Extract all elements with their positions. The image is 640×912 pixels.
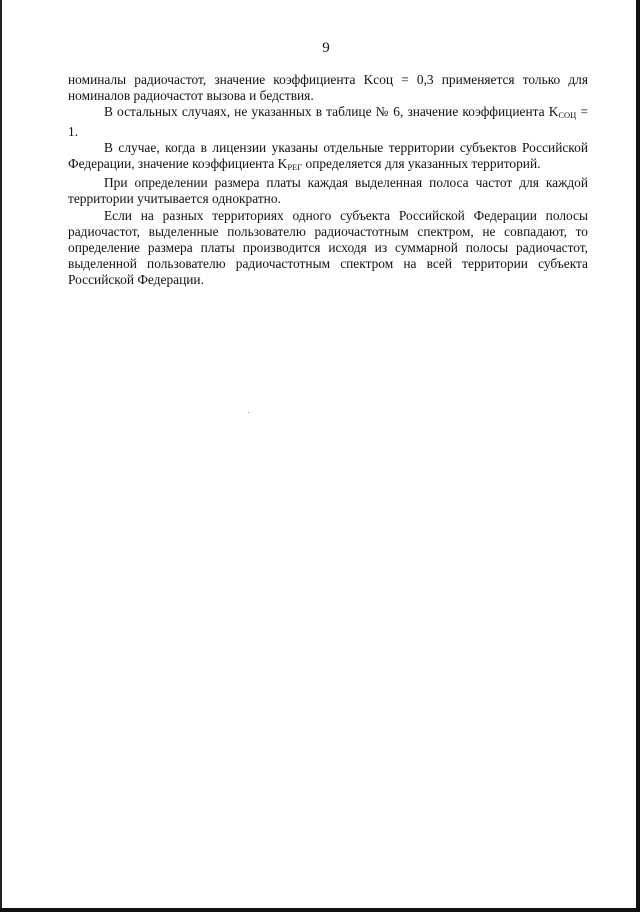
paragraph-text: Если на разных территориях одного субъекта Российской Федерации полосы радиочастот, выделенные пользователю радиочастотным спектром, не совпадают, то определение размера платы производится исходя из суммарной полосы радиочастот, выделенной пользователю радиочастотным спектром на всей территории субъекта Российской Федерации. [68, 207, 588, 288]
scan-bottom-edge [0, 908, 640, 912]
paragraph-text: номиналы радиочастот, значение коэффициента Kсоц = 0,3 применяется только для номиналов радиочастот вызова и бедствия. [68, 72, 588, 104]
paragraph-text: определяется для указанных территорий. [302, 156, 541, 172]
paragraph-fee-determination [68, 175, 588, 207]
paragraph-text: При определении размера платы каждая выделенная полоса частот для каждой территории учитывается однократно. [68, 175, 588, 207]
paragraph-text: В случае, когда в лицензии указаны отдельные территории субъектов Российской Федерации, значение коэффициента K [68, 139, 588, 172]
page-number: 9 [322, 40, 330, 56]
paragraph-other-cases [68, 104, 588, 139]
scan-left-edge [0, 0, 2, 912]
paragraph-text: = 1. [68, 104, 588, 139]
coefficient-subscript: СОЦ [558, 110, 577, 121]
coefficient-subscript: РЕГ [287, 162, 303, 173]
paragraph-text: В остальных случаях, не указанных в таблице № 6, значение коэффициента K [104, 104, 559, 120]
scan-right-edge [636, 0, 640, 912]
paragraph-continuation [68, 72, 588, 104]
document-body [68, 72, 588, 289]
paragraph-license-territories [68, 140, 588, 175]
paragraph-different-territories [68, 208, 588, 289]
scan-speck [248, 412, 249, 413]
